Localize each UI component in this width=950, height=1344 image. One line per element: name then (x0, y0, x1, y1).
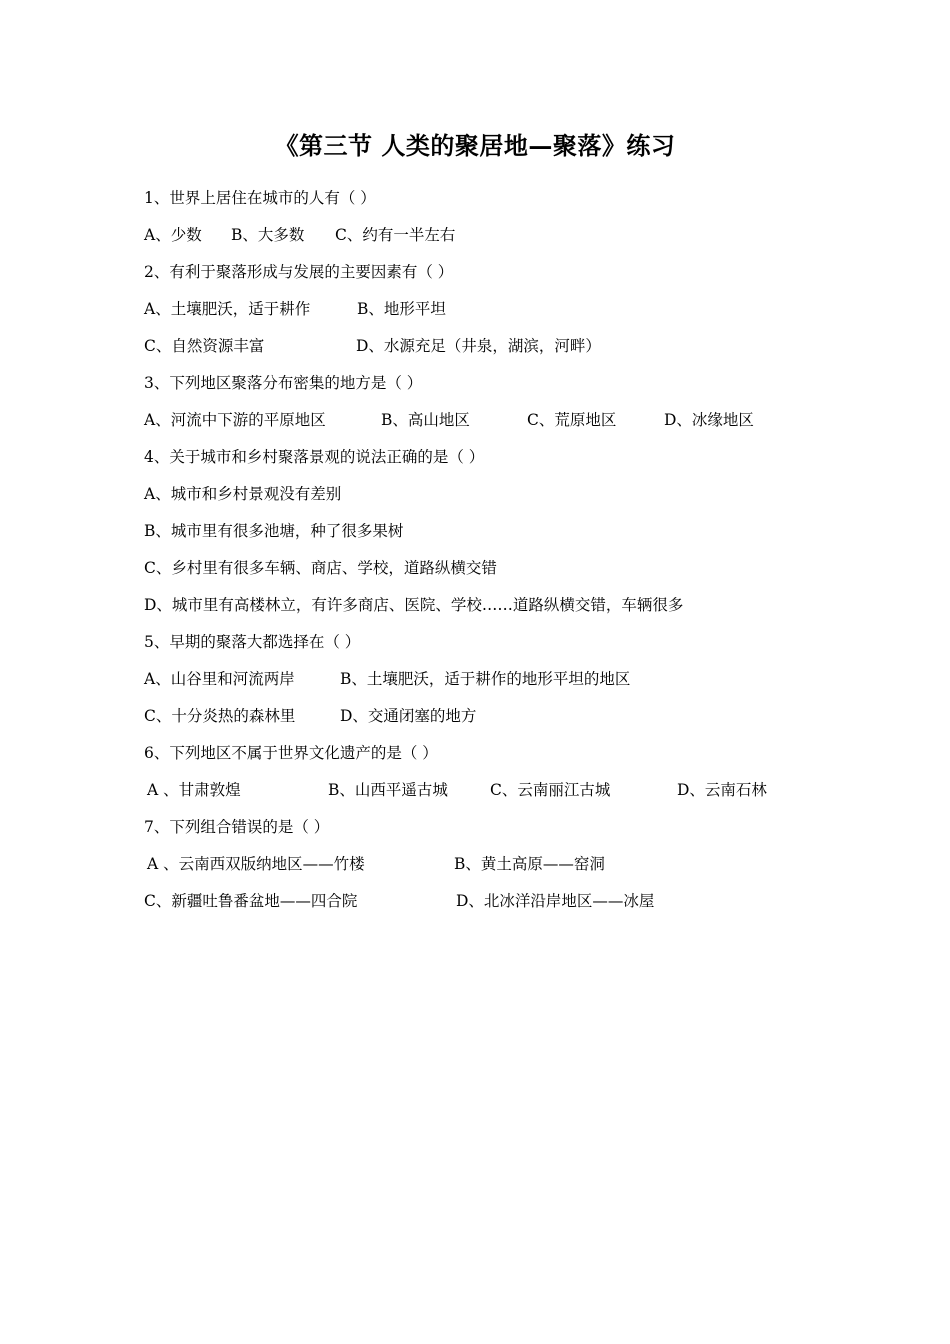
question-4-option-d: D、城市里有高楼林立，有许多商店、医院、学校……道路纵横交错，车辆很多 (144, 596, 684, 614)
question-3-option-a: A、河流中下游的平原地区 (144, 411, 326, 429)
question-3-option-d: D、冰缘地区 (664, 411, 754, 429)
question-2-stem: 2、有利于聚落形成与发展的主要因素有（ ） (144, 263, 454, 281)
question-7-option-d: D、北冰洋沿岸地区——冰屋 (456, 892, 655, 910)
question-1-option-a: A、少数 (144, 226, 202, 244)
question-3-option-c: C、荒原地区 (527, 411, 617, 429)
question-2-option-d: D、水源充足（井泉，湖滨，河畔） (356, 337, 601, 355)
question-4-stem: 4、关于城市和乡村聚落景观的说法正确的是（ ） (144, 448, 485, 466)
question-6-option-d: D、云南石林 (677, 781, 767, 799)
question-5-option-a: A、山谷里和河流两岸 (144, 670, 295, 688)
question-7-option-c: C、新疆吐鲁番盆地——四合院 (144, 892, 358, 910)
question-1-stem: 1、世界上居住在城市的人有（ ） (144, 189, 376, 207)
question-5-option-d: D、交通闭塞的地方 (340, 707, 477, 725)
question-2-option-c: C、自然资源丰富 (144, 337, 265, 355)
question-1-option-c: C、约有一半左右 (335, 226, 456, 244)
question-6-option-c: C、云南丽江古城 (490, 781, 611, 799)
question-5-stem: 5、早期的聚落大都选择在（ ） (144, 633, 361, 651)
question-3-option-b: B、高山地区 (381, 411, 470, 429)
question-1-option-b: B、大多数 (231, 226, 305, 244)
question-3-stem: 3、下列地区聚落分布密集的地方是（ ） (144, 374, 423, 392)
question-6-stem: 6、下列地区不属于世界文化遗产的是（ ） (144, 744, 438, 762)
question-7-stem: 7、下列组合错误的是（ ） (144, 818, 330, 836)
question-5-option-b: B、土壤肥沃，适于耕作的地形平坦的地区 (340, 670, 631, 688)
question-2-option-b: B、地形平坦 (357, 300, 446, 318)
question-4-option-a: A、城市和乡村景观没有差别 (144, 485, 342, 503)
question-5-option-c: C、十分炎热的森林里 (144, 707, 296, 725)
question-7-option-a: A 、云南西双版纳地区——竹楼 (147, 855, 365, 873)
question-6-option-a: A 、甘肃敦煌 (147, 781, 241, 799)
question-4-option-b: B、城市里有很多池塘，种了很多果树 (144, 522, 404, 540)
question-7-option-b: B、黄土高原——窑洞 (454, 855, 605, 873)
question-2-option-a: A、土壤肥沃，适于耕作 (144, 300, 311, 318)
page-title: 《第三节 人类的聚居地—聚落》练习 (274, 131, 676, 160)
question-4-option-c: C、乡村里有很多车辆、商店、学校，道路纵横交错 (144, 559, 497, 577)
question-6-option-b: B、山西平遥古城 (328, 781, 448, 799)
